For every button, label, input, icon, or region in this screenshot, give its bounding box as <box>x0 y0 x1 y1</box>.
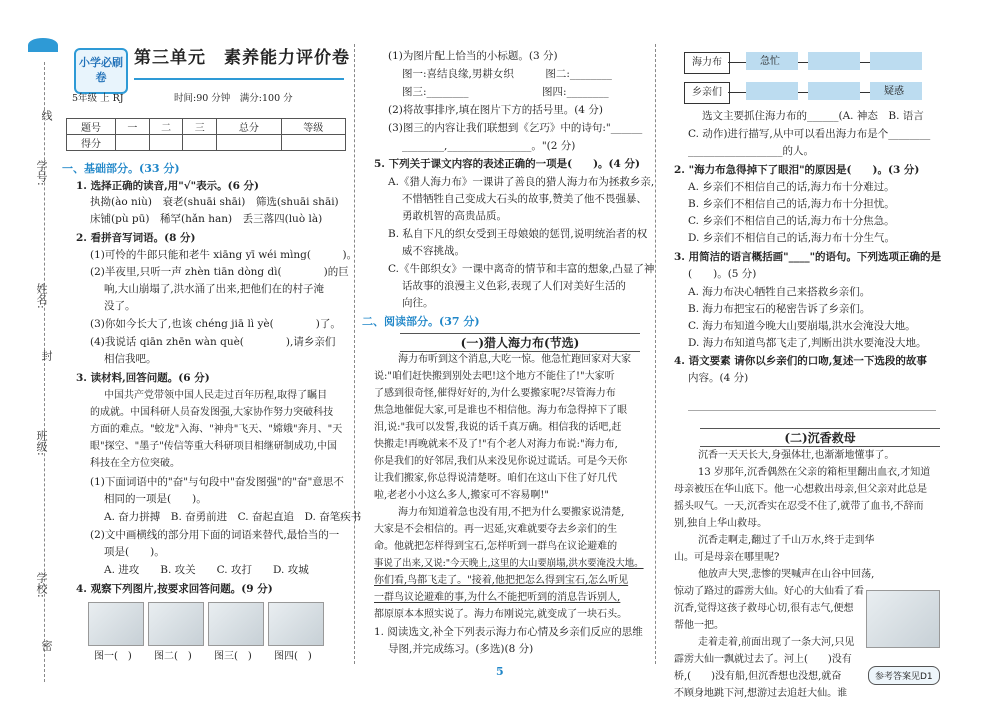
margin-student-no: 学号: <box>35 160 48 186</box>
q3-passage-3: 方面的难点。"蛟龙"入海、"神舟"飞天、"嫦娥"奔月、"天 <box>90 424 343 435</box>
reading2-line: 别,独自上华山救母。 <box>674 518 768 529</box>
q4-sub1-pic34: 图三:________ 图四:________ <box>402 86 609 98</box>
r1-text1: 选文主要抓住海力布的______(A. 神态 B. 语言 <box>702 110 924 122</box>
reading1-question-3: 3. 用简洁的语言概括画"____"的语句。下列选项正确的是 <box>674 251 942 263</box>
reading2-line: 惊动了路过的霹雳大仙。好心的大仙看了看 <box>674 586 864 597</box>
mind-map-blank-3[interactable] <box>746 82 798 100</box>
margin-school: 学校: <box>35 572 48 598</box>
q3-sub1a: (1)下面词语中的"奋"与句段中"奋发图强"的"奋"意思不 <box>90 476 344 488</box>
exam-meta: 时间:90 分钟 满分:100 分 <box>174 93 293 104</box>
q1-line2: 床铺(pù pū) 稀罕(hǎn han) 丢三落四(luò là) <box>90 213 323 225</box>
score-cell: 题号 <box>67 119 116 135</box>
reading1-line: 大家是不会相信的。再一迟延,灾难就要夺去乡亲们的生 <box>374 524 618 535</box>
r3-option-a: A. 海力布决心牺牲自己来搭救乡亲们。 <box>688 286 871 298</box>
page-title: 第三单元 素养能力评价卷 <box>134 48 350 68</box>
q2-item2a: (2)半夜里,只听一声 zhèn tiān dòng dì( )的巨 <box>90 266 349 278</box>
title-rule <box>134 78 344 80</box>
reading1-line: 命。他就把怎样得到宝石,怎样听到一群鸟在议论避难的 <box>374 541 618 552</box>
mind-map-root-villagers: 乡亲们 <box>684 82 730 104</box>
mind-map-node-text: 疑惑 <box>884 86 904 97</box>
r1-text3: __________________的人。 <box>688 145 814 157</box>
column-divider <box>655 44 656 664</box>
margin-name: 姓名: <box>35 283 48 309</box>
reading2-line: 母亲被压在华山底下。他一心想救出母亲,但父亲对此总是 <box>674 484 928 495</box>
mind-map-blank-4[interactable] <box>808 82 860 100</box>
mind-map-node-text: 急忙 <box>760 56 780 67</box>
q2-item4a: (4)我说话 qiān zhēn wàn què( ),请乡亲们 <box>90 336 336 348</box>
reading1-line: 海力布听到这个消息,大吃一惊。他急忙跑回家对大家 <box>398 354 632 365</box>
score-table-row <box>67 135 346 151</box>
reading1-question-4b: 内容。(4 分) <box>688 372 749 384</box>
q5-option-b2: 威不容挑战。 <box>402 245 465 257</box>
reading2-line: 走着走着,前面出现了一条大河,只见 <box>698 637 855 648</box>
column-divider <box>354 44 355 664</box>
score-cell: 等级 <box>281 119 345 135</box>
grade-label: 5年级 上 RJ <box>72 93 124 104</box>
score-input-cell[interactable] <box>116 135 150 151</box>
q4-sub2: (2)将故事排序,填在图片下方的括号里。(4 分) <box>388 104 603 116</box>
q3-sub2b: 项是( )。 <box>104 546 165 558</box>
picture-caption-1: 图一( ) <box>94 651 132 662</box>
mind-map-blank-2[interactable] <box>870 52 922 70</box>
r1-text2: C. 动作)进行描写,从中可以看出海力布是个________ <box>688 128 931 140</box>
story-picture-4 <box>268 602 324 646</box>
reading1-line: 事说了出来,又说:"今天晚上,这里的大山要崩塌,洪水要淹没大地。 <box>374 558 644 569</box>
reading1-line: 泪,说:"我可以发誓,我说的话千真万确。相信我的话吧,赶 <box>374 422 622 433</box>
q4-sub1-pic12: 图一:喜结良缘,男耕女织 图二:________ <box>402 68 612 80</box>
answer-writing-line[interactable] <box>688 410 936 411</box>
question-5: 5. 下列关于课文内容的表述正确的一项是( )。(4 分) <box>374 158 640 170</box>
picture-caption-4: 图四( ) <box>274 651 312 662</box>
reading1-line: 你是我们的好邻居,我们从来没见你说过谎话。可是今天你 <box>374 456 628 467</box>
margin-class: 班级: <box>35 430 48 456</box>
mind-map-arrow <box>728 62 746 63</box>
story-picture-1 <box>88 602 144 646</box>
q5-option-a3: 勇敢机智的高贵品质。 <box>402 210 507 222</box>
r3-option-d: D. 海力布知道鸟都飞走了,判断出洪水要淹没大地。 <box>688 337 927 349</box>
q4-sub1: (1)为图片配上恰当的小标题。(3 分) <box>388 50 558 62</box>
reading1-title: (一)猎人海力布(节选) <box>400 333 640 352</box>
score-table <box>66 118 346 151</box>
r2-option-d: D. 乡亲们不相信自己的话,海力布十分生气。 <box>688 232 896 244</box>
reading2-line: 不顾身地跳下河,想游过去追赶大仙。谁 <box>674 688 848 699</box>
answer-reference-tag: 参考答案见D1 <box>868 666 940 685</box>
q5-option-a2: 不惜牺牲自己变成大石头的故事,赞美了他不畏强暴、 <box>402 193 647 205</box>
q3-passage-4: 眼"探空、"墨子"传信等重大科研项目相继研制成功,中国 <box>90 441 337 452</box>
mind-map-node-hurried <box>746 52 798 70</box>
reading1-question-1a: 1. 阅读选文,补全下列表示海力布心情及乡亲们反应的思维 <box>374 626 643 638</box>
brand-logo-text: 小学必刷卷 <box>79 56 123 84</box>
section-basic: 一、基础部分。(33 分) <box>62 162 180 175</box>
brand-logo <box>74 48 128 94</box>
r3-option-c: C. 海力布知道今晚大山要崩塌,洪水会淹没大地。 <box>688 320 916 332</box>
q5-option-c1: C.《牛郎织女》一课中离奇的情节和丰富的想象,凸显了神 <box>388 263 655 275</box>
q2-item3: (3)你如今长大了,也该 chéng jiā lì yè( )了。 <box>90 318 341 330</box>
reading2-line: 帮他一把。 <box>674 620 724 631</box>
margin-strip <box>0 0 58 707</box>
score-cell: 三 <box>183 119 217 135</box>
reading1-line: 快搬走!再晚就来不及了!"有个老人对海力布说:"海力布, <box>374 439 618 450</box>
score-table-header-row <box>67 119 346 135</box>
reading1-line: 都原原本本照实说了。海力布刚说完,就变成了一块石头。 <box>374 609 628 620</box>
r2-option-b: B. 乡亲们不相信自己的话,海力布十分担忧。 <box>688 198 895 210</box>
reading1-question-2: 2. "海力布急得掉下了眼泪"的原因是( )。(3 分) <box>674 164 920 176</box>
question-2: 2. 看拼音写词语。(8 分) <box>76 232 196 244</box>
reading1-line: 海力布知道着急也没有用,不把为什么要搬家说清楚, <box>398 507 625 518</box>
reading2-line: 沉香,觉得这孩子救母心切,很有志气,便想 <box>674 603 854 614</box>
logo-emblem-icon <box>28 38 58 52</box>
score-input-cell[interactable] <box>149 135 183 151</box>
q5-option-c2: 话故事的浪漫主义色彩,表现了人们对美好生活的 <box>402 280 626 292</box>
q2-item2b: 响,大山崩塌了,洪水涌了出来,把他们在的村子淹 <box>104 283 325 295</box>
reading1-line: 啦,老老小小这么多人,搬家可不容易啊!" <box>374 490 549 501</box>
reading2-line: 沉香走啊走,翻过了千山万水,终于走到华 <box>698 535 875 546</box>
margin-mi-label: 密 <box>40 640 53 651</box>
reading2-line: 他放声大哭,悲惨的哭喊声在山谷中回荡, <box>698 569 875 580</box>
score-cell: 二 <box>149 119 183 135</box>
reading1-line: 了感到很奇怪,催得好好的,为什么要搬家呢?尽管海力布 <box>374 388 616 399</box>
q4-sub3a: (3)图三的内容让我们联想到《乞巧》中的诗句:"______ <box>388 122 643 134</box>
score-cell: 总分 <box>217 119 281 135</box>
q3-passage-5: 科技在全方位突破。 <box>90 458 180 469</box>
reading2-title: (二)沉香救母 <box>700 428 940 447</box>
story-picture-2 <box>148 602 204 646</box>
margin-seal-label: 封 <box>40 350 53 361</box>
reading2-line: 沉香一天天长大,身强体壮,也渐渐地懂事了。 <box>698 450 895 461</box>
reading2-line: 山。可是母亲在哪里呢? <box>674 552 780 563</box>
q1-line1: 执拗(ào niù) 衰老(shuāi shāi) 筛选(shuāi shāi) <box>90 196 339 208</box>
picture-caption-2: 图二( ) <box>154 651 192 662</box>
mind-map-node-doubt <box>870 82 922 100</box>
q4-sub3b: ________,________________。"(2 分) <box>402 140 576 152</box>
q2-item1: (1)可怜的牛郎只能和老牛 xiāng yī wéi mìng( )。 <box>90 249 358 261</box>
reading1-question-4a: 4. 语文要素 请你以乡亲们的口吻,复述一下选段的故事 <box>674 355 927 367</box>
reading1-line: 让我们搬家,你总得说清楚呀。咱们在这山下住了好几代 <box>374 473 618 484</box>
q3-passage-2: 的成就。中国科研人员奋发图强,大家协作努力突破科技 <box>90 407 334 418</box>
reading2-line: 摇头叹气。一天,沉香实在忍受不住了,就带了血书,不辞而 <box>674 501 924 512</box>
mind-map-root-hailibu: 海力布 <box>684 52 730 74</box>
q5-option-b1: B. 私自下凡的织女受到王母娘娘的惩罚,说明统治者的权 <box>388 228 648 240</box>
q3-passage-1: 中国共产党带领中国人民走过百年历程,取得了瞩目 <box>104 390 328 401</box>
score-input-cell[interactable] <box>183 135 217 151</box>
header <box>66 44 350 110</box>
q3-sub2a: (2)文中画横线的部分用下面的词语来替代,最恰当的一 <box>90 529 340 541</box>
mind-map-arrow <box>860 92 870 93</box>
r2-option-c: C. 乡亲们不相信自己的话,海力布十分焦急。 <box>688 215 895 227</box>
q3-sub1b: 相同的一项是( )。 <box>104 493 207 505</box>
reading2-line: 桥,( )没有船,但沉香想也没想,就奋 <box>674 671 842 682</box>
score-input-cell[interactable] <box>281 135 345 151</box>
r3-option-b: B. 海力布把宝石的秘密告诉了乡亲们。 <box>688 303 871 315</box>
q2-item2c: 没了。 <box>104 300 136 312</box>
mind-map-arrow <box>798 62 808 63</box>
q5-option-a1: A.《猎人海力布》一课讲了善良的猎人海力布为拯救乡亲, <box>388 176 655 188</box>
mind-map-arrow <box>728 92 746 93</box>
reading1-question-1b: 导图,并完成练习。(多选)(8 分) <box>388 643 534 655</box>
r2-option-a: A. 乡亲们不相信自己的话,海力布十分难过。 <box>688 181 895 193</box>
mind-map-arrow <box>860 62 870 63</box>
reading1-line: 你们看,鸟都飞走了。"接着,他把把怎么得到宝石,怎么听见 <box>374 575 629 586</box>
reading1-line: 一群鸟议论避难的事,为什么不能把听到的消息告诉别人, <box>374 592 621 603</box>
r3-answer-slot: ( )。(5 分) <box>688 268 757 280</box>
mind-map-blank-1[interactable] <box>808 52 860 70</box>
margin-line-label: 线 <box>40 110 53 121</box>
question-4: 4. 观察下列图片,按要求回答问题。(9 分) <box>76 583 273 595</box>
page-number: 5 <box>496 665 504 678</box>
score-cell: 得分 <box>67 135 116 151</box>
q2-item4b: 相信我吧。 <box>104 353 157 365</box>
reading2-line: 霹雳大仙一飘就过去了。河上( )没有 <box>674 654 852 665</box>
reading1-line: 焦急地催促大家,可是谁也不相信他。海力布急得掉下了眼 <box>374 405 628 416</box>
story-picture-3 <box>208 602 264 646</box>
q3-sub1-options: A. 奋力拼搏 B. 奋勇前进 C. 奋起直追 D. 奋笔疾书 <box>104 511 362 523</box>
q5-option-c3: 向往。 <box>402 297 434 309</box>
score-input-cell[interactable] <box>217 135 281 151</box>
section-reading: 二、阅读部分。(37 分) <box>362 315 480 328</box>
question-1: 1. 选择正确的读音,用"√"表示。(6 分) <box>76 180 260 192</box>
mind-map-arrow <box>798 92 808 93</box>
reading2-illustration <box>866 590 940 648</box>
reading1-line: 说:"咱们赶快搬到别处去吧!这个地方不能住了!"大家听 <box>374 371 615 382</box>
q3-sub2-options: A. 进攻 B. 攻关 C. 攻打 D. 攻城 <box>104 564 309 576</box>
question-3: 3. 读材料,回答问题。(6 分) <box>76 372 210 384</box>
score-cell: 一 <box>116 119 150 135</box>
reading2-line: 13 岁那年,沉香偶然在父亲的箱柜里翻出血衣,才知道 <box>698 467 931 478</box>
picture-caption-3: 图三( ) <box>214 651 252 662</box>
